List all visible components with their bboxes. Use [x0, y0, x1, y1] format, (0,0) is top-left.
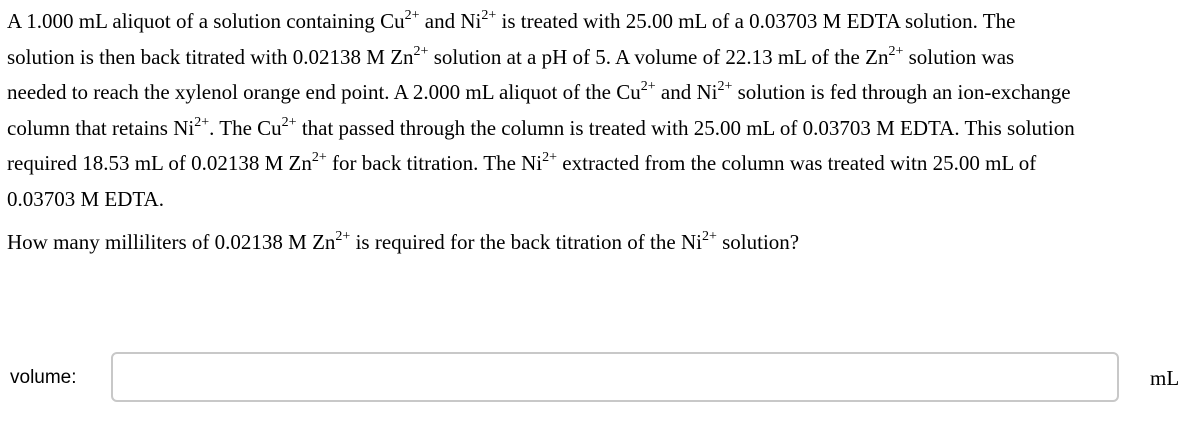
- text-segment: solution at a pH of 5. A volume of 22.13 mL of the Zn: [428, 44, 889, 69]
- text-segment: column that retains Ni: [7, 115, 195, 140]
- superscript: 2+: [311, 150, 327, 166]
- superscript: 2+: [335, 229, 351, 244]
- superscript: 2+: [413, 43, 429, 59]
- text-segment: How many milliliters of 0.02138 M Zn: [7, 230, 336, 254]
- problem-line: [7, 75, 1197, 111]
- text-segment: and Ni: [419, 9, 482, 33]
- problem-line: [7, 40, 1197, 76]
- text-segment: A 1.000 mL aliquot of a solution containing Cu: [7, 9, 405, 33]
- text-segment: solution is then back titrated with 0.02138 M Zn: [7, 44, 414, 69]
- text-segment: is required for the back titration of the Ni: [350, 230, 702, 254]
- problem-line: [7, 4, 1197, 40]
- text-segment: 0.03703 M EDTA.: [7, 186, 164, 211]
- volume-input[interactable]: [111, 352, 1119, 402]
- problem-line: [7, 111, 1197, 147]
- text-segment: solution?: [716, 230, 800, 254]
- superscript: 2+: [542, 150, 558, 166]
- text-segment: extracted from the column was treated witn 25.00 mL of: [557, 151, 1037, 176]
- text-segment: solution is fed through an ion-exchange: [732, 80, 1071, 105]
- superscript: 2+: [281, 114, 297, 130]
- superscript: 2+: [481, 8, 497, 23]
- superscript: 2+: [888, 43, 904, 59]
- problem-line: [7, 182, 1197, 218]
- superscript: 2+: [701, 229, 717, 244]
- text-segment: required 18.53 mL of 0.02138 M Zn: [7, 151, 312, 176]
- text-segment: solution was: [903, 44, 1015, 69]
- text-segment: for back titration. The Ni: [326, 151, 543, 176]
- problem-line: [7, 146, 1197, 182]
- text-segment: needed to reach the xylenol orange end point. A 2.000 mL aliquot of the Cu: [7, 80, 641, 105]
- volume-label: volume:: [10, 367, 77, 388]
- superscript: 2+: [404, 8, 420, 23]
- superscript: 2+: [640, 79, 656, 95]
- text-segment: that passed through the column is treated with 25.00 mL of 0.03703 M EDTA. This solution: [296, 115, 1075, 140]
- question-text: [7, 225, 1197, 260]
- unit-label: mL: [1150, 366, 1180, 390]
- text-segment: is treated with 25.00 mL of a 0.03703 M EDTA solution. The: [496, 9, 1016, 33]
- text-segment: . The Cu: [209, 115, 282, 140]
- superscript: 2+: [194, 114, 210, 130]
- problem-text: [7, 4, 1197, 218]
- text-segment: and Ni: [655, 80, 718, 105]
- superscript: 2+: [717, 79, 733, 95]
